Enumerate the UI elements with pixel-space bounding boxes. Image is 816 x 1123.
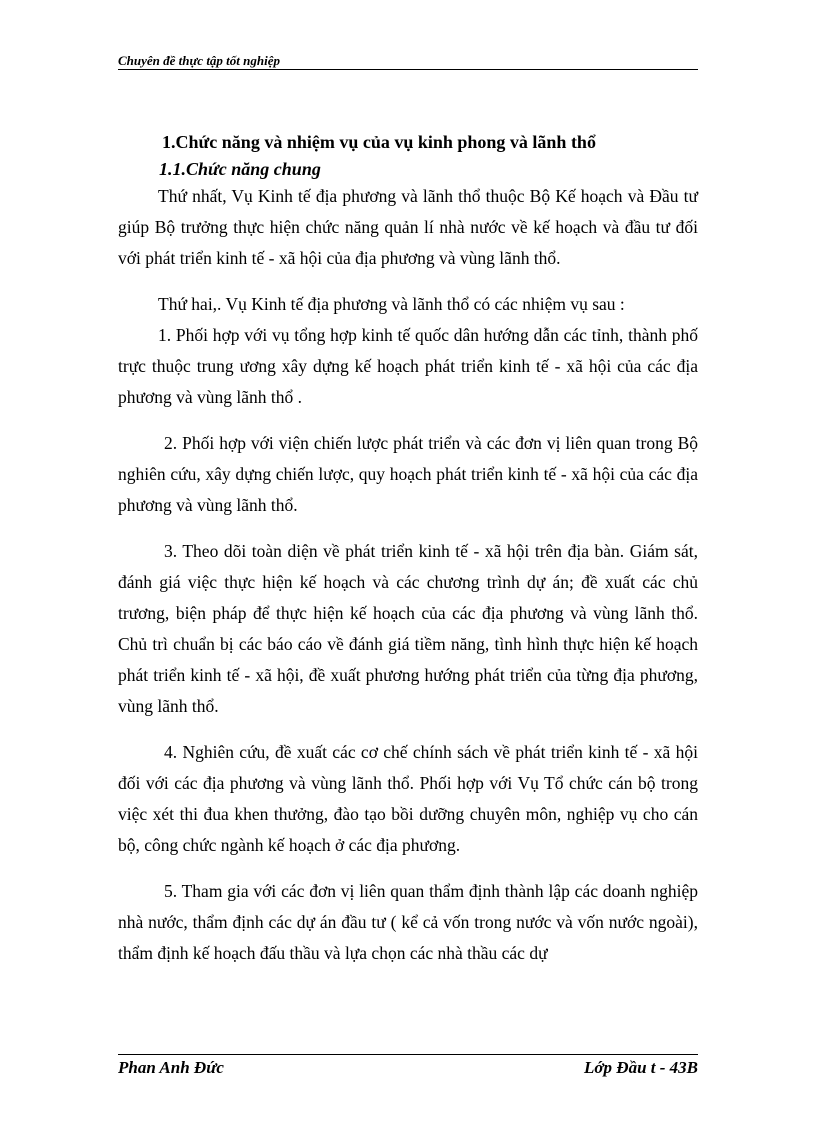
footer-class: Lớp Đầu t - 43B [584,1058,698,1077]
paragraph-6: 4. Nghiên cứu, đề xuất các cơ chế chính sách về phát triển kinh tế - xã hội đối với các địa phương và vùng lãnh thổ. Phối hợp với Vụ Tổ chức cán bộ trong việc xét thi đua khen thưởng, đào tạo bồi dưỡng chuyên môn, nghiệp vụ cho cán bộ, công chức ngành kế hoạch ở các địa phương. [118,742,698,855]
paragraph-4: 2. Phối hợp với viện chiến lược phát triển và các đơn vị liên quan trong Bộ nghiên cứu, xây dựng chiến lược, quy hoạch phát triển kinh tế - xã hội của các địa phương và vùng lãnh thổ. [118,433,698,515]
paragraph-5: 3. Theo dõi toàn diện về phát triển kinh tế - xã hội trên địa bàn. Giám sát, đánh giá việc thực hiện kế hoạch và các chương trình dự án; đề xuất các chủ trương, biện pháp để thực hiện kế hoạch của các địa phương và vùng lãnh thổ. Chủ trì chuẩn bị các báo cáo về đánh giá tiềm năng, tình hình thực hiện kế hoạch phát triển kinh tế - xã hội, đề xuất phương hướng phát triển của từng địa phương, vùng lãnh thổ. [118,541,698,716]
paragraph-7: 5. Tham gia với các đơn vị liên quan thẩm định thành lập các doanh nghiệp nhà nước, thẩm định các dự án đầu tư ( kể cả vốn trong nước và vốn nước ngoài), thẩm định kế hoạch đấu thầu và lựa chọn các nhà thầu các dự [118,881,698,963]
running-header: Chuyên đề thực tập tốt nghiệp [118,53,280,68]
paragraph-2: Thứ hai,. Vụ Kinh tế địa phương và lãnh thổ có các nhiệm vụ sau : [158,294,625,314]
subsection-title: 1.1.Chức năng chung [159,159,321,179]
paragraph-3: 1. Phối hợp với vụ tổng hợp kinh tế quốc dân hướng dẫn các tỉnh, thành phố trực thuộc trung ương xây dựng kế hoạch phát triển kinh tế - xã hội của các địa phương và vùng lãnh thổ . [118,325,698,407]
header-divider [118,69,698,70]
section-title: 1.Chức năng và nhiệm vụ của vụ kinh phong và lãnh thổ [162,132,596,152]
footer-author: Phan Anh Đức [118,1058,224,1077]
document-body [118,126,698,969]
paragraph-1: Thứ nhất, Vụ Kinh tế địa phương và lãnh thổ thuộc Bộ Kế hoạch và Đầu tư giúp Bộ trưởng thực hiện chức năng quản lí nhà nước về kế hoạch và đầu tư đối với phát triển kinh tế - xã hội của địa phương và vùng lãnh thổ. [118,186,698,268]
footer-divider [118,1054,698,1055]
